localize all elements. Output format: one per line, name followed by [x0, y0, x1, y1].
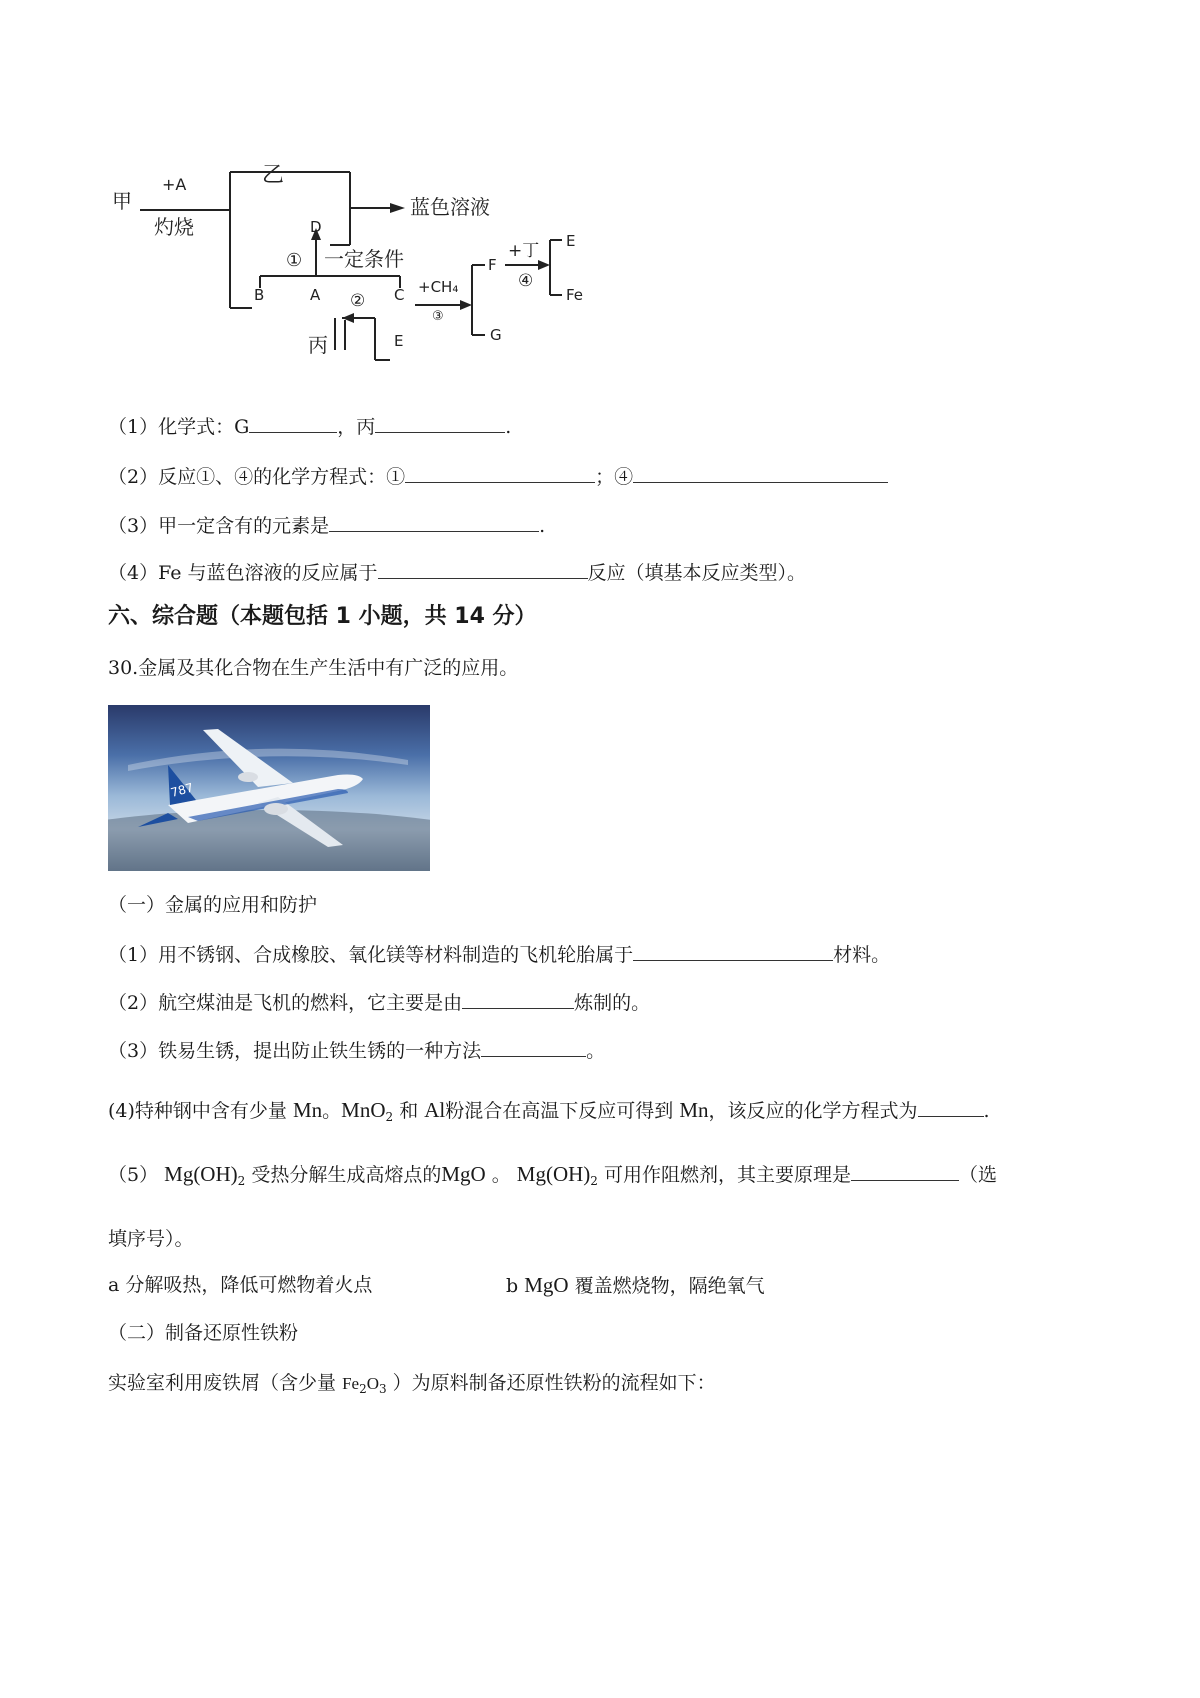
part1-question-5-cont: 填序号）。	[108, 1228, 194, 1250]
label-blue-solution: 蓝色溶液	[410, 195, 490, 219]
s5-b: 受热分解生成高熔点的	[251, 1164, 442, 1186]
part1-question-4	[108, 1096, 990, 1124]
q1-end: .	[505, 416, 512, 438]
plane-tail-text: 787	[169, 780, 195, 800]
q3-end: .	[539, 515, 546, 537]
s5-mgo: MgO	[441, 1162, 486, 1186]
label-bing: 丙	[308, 333, 328, 357]
reaction-flow-diagram	[110, 150, 660, 390]
s5-mgoh2: Mg(OH)	[164, 1162, 238, 1186]
intro-o: O	[366, 1374, 379, 1393]
s4-a: (4)特种钢中含有少量	[108, 1100, 287, 1122]
s1-prefix: （1）用不锈钢、合成橡胶、氧化镁等材料制造的飞机轮胎属于	[108, 944, 634, 966]
q2-prefix: （2）反应①、④的化学方程式：①	[108, 466, 406, 488]
s4-end: .	[983, 1100, 990, 1122]
s4-mno2: MnO	[341, 1098, 386, 1122]
s5-blank[interactable]	[851, 1160, 959, 1181]
intro-a: 实验室利用废铁屑（含少量	[108, 1372, 337, 1394]
airplane-photo	[108, 705, 430, 871]
q1-blank-g[interactable]	[249, 412, 337, 433]
question-3	[108, 511, 545, 539]
q2-blank-4[interactable]	[633, 462, 888, 483]
part2-intro	[108, 1370, 716, 1397]
airplane-illustration	[108, 705, 430, 871]
question-4	[108, 558, 806, 586]
option-b	[506, 1272, 765, 1299]
q3-blank[interactable]	[329, 511, 539, 532]
q4-prefix: （4）Fe 与蓝色溶液的反应属于	[108, 562, 378, 584]
s4-mn2: Mn	[679, 1098, 709, 1122]
q1-prefix: （1）化学式：G	[108, 416, 250, 438]
part1-question-5	[108, 1160, 997, 1188]
label-g: G	[490, 326, 502, 344]
q2-mid: ；④	[595, 466, 634, 488]
s5-d: 可用作阻燃剂，其主要原理是	[603, 1164, 851, 1186]
opt-b-prefix: b	[506, 1275, 519, 1297]
s3-end: 。	[586, 1040, 606, 1062]
s5-sub2: 2	[237, 1174, 246, 1188]
s5-sub2-2: 2	[590, 1174, 598, 1188]
question-30-stem: 30.金属及其化合物在生产生活中有广泛的应用。	[108, 657, 519, 679]
intro-sub3: 3	[378, 1382, 387, 1396]
part-2-heading: （二）制备还原性铁粉	[108, 1322, 299, 1344]
question-2	[108, 462, 888, 490]
label-fe: Fe	[566, 286, 584, 304]
label-d: D	[310, 218, 322, 236]
s2-prefix: （2）航空煤油是飞机的燃料，它主要是由	[108, 992, 463, 1014]
q3-prefix: （3）甲一定含有的元素是	[108, 515, 330, 537]
s2-blank[interactable]	[462, 988, 574, 1009]
label-jia: 甲	[112, 189, 132, 213]
label-plus-a: +A	[162, 175, 187, 194]
label-zhuoshao: 灼烧	[154, 215, 194, 239]
opt-b-rest: 覆盖燃烧物，隔绝氧气	[574, 1275, 765, 1297]
intro-sub2: 2	[359, 1382, 367, 1396]
q1-mid: ，丙	[337, 416, 376, 438]
label-c: C	[394, 286, 405, 304]
s5-e: （选	[959, 1164, 998, 1186]
s4-sub2: 2	[385, 1110, 394, 1124]
label-f: F	[488, 256, 497, 274]
diagram-svg	[110, 150, 660, 390]
question-1	[108, 412, 511, 440]
label-step3: ③	[432, 309, 444, 324]
part1-question-1	[108, 940, 890, 968]
option-a: a 分解吸热，降低可燃物着火点	[108, 1274, 373, 1296]
section-6-title: 六、综合题（本题包括 1 小题，共 14 分）	[108, 604, 537, 629]
label-cond1-text: 一定条件	[324, 247, 404, 271]
intro-b: ）为原料制备还原性铁粉的流程如下：	[392, 1372, 716, 1394]
s5-c: 。	[491, 1164, 511, 1186]
label-step4: ④	[518, 271, 534, 291]
s5-a: （5）	[108, 1164, 159, 1186]
intro-fe: Fe	[342, 1374, 360, 1393]
part1-question-2	[108, 988, 650, 1016]
opt-b-mgo: MgO	[524, 1273, 569, 1297]
s4-blank[interactable]	[918, 1096, 984, 1117]
q4-end: 反应（填基本反应类型）。	[587, 562, 807, 584]
s2-end: 炼制的。	[574, 992, 651, 1014]
label-step1: ①	[286, 250, 303, 271]
label-plus-ding: +丁	[508, 241, 540, 261]
s3-blank[interactable]	[481, 1036, 586, 1057]
label-plus-ch4: +CH₄	[418, 278, 459, 296]
s4-b: 。	[322, 1100, 342, 1122]
label-e-lower: E	[394, 332, 404, 350]
q2-blank-1[interactable]	[405, 462, 595, 483]
s4-al: Al	[424, 1098, 446, 1122]
label-b: B	[254, 286, 265, 304]
s4-c: 和	[399, 1100, 419, 1122]
label-step2: ②	[350, 291, 366, 311]
s4-d: 粉混合在高温下反应可得到	[445, 1100, 674, 1122]
label-e-upper: E	[566, 232, 576, 250]
s1-end: 材料。	[833, 944, 891, 966]
part-1-heading: （一）金属的应用和防护	[108, 894, 318, 916]
s3-prefix: （3）铁易生锈，提出防止铁生锈的一种方法	[108, 1040, 482, 1062]
s5-mgoh2-2: Mg(OH)	[516, 1162, 591, 1186]
label-yi: 乙	[262, 163, 285, 188]
label-a: A	[310, 286, 321, 304]
part1-question-3	[108, 1036, 605, 1064]
s4-e: ，该反应的化学方程式为	[708, 1100, 918, 1122]
s1-blank[interactable]	[633, 940, 833, 961]
q4-blank[interactable]	[378, 558, 588, 579]
s4-mn: Mn	[292, 1098, 323, 1122]
q1-blank-bing[interactable]	[375, 412, 505, 433]
